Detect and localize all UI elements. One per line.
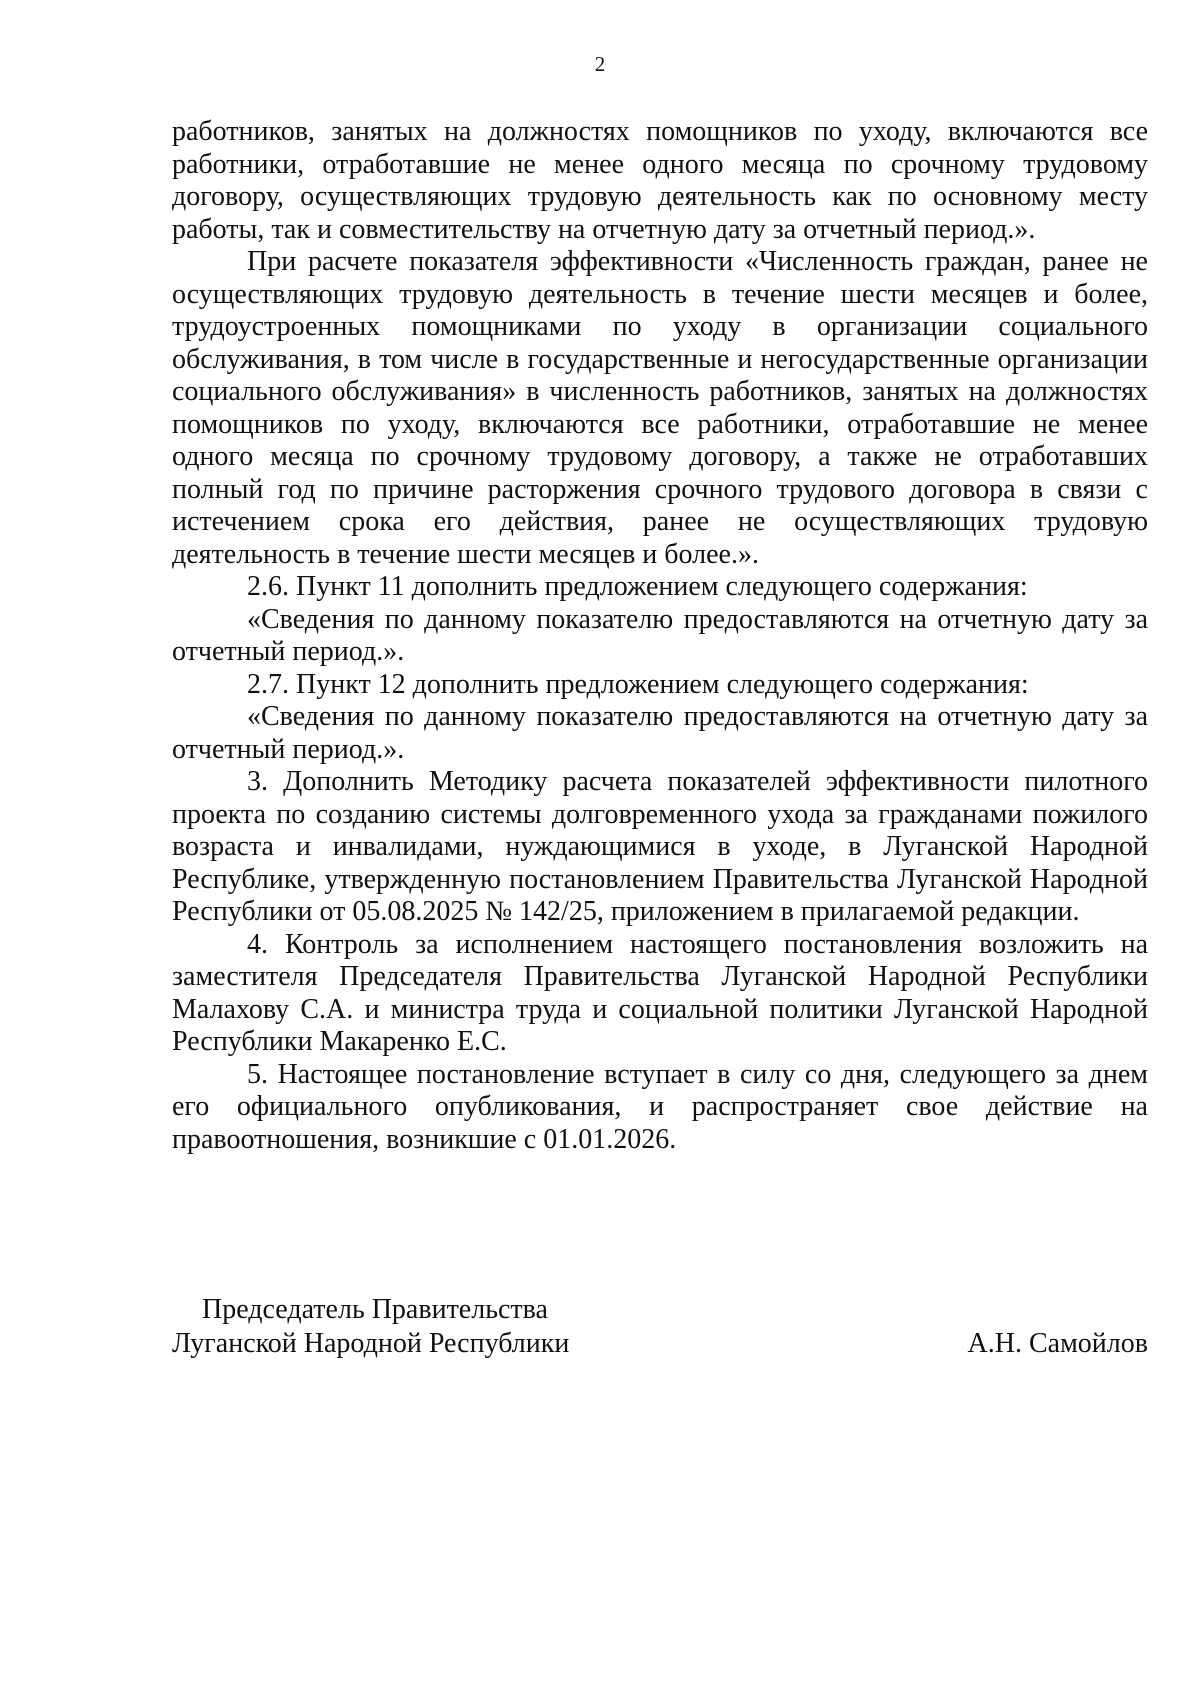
document-body bbox=[172, 116, 1148, 1156]
paragraph-item-5: 5. Настоящее постановление вступает в силу со дня, следующего за днем его официального опубликования, и распространяет свое действие на правоотношения, возникшие с 01.01.2026. bbox=[172, 1058, 1148, 1155]
signature-row bbox=[172, 1327, 1148, 1361]
paragraph-item-3: 3. Дополнить Методику расчета показателей эффективности пилотного проекта по созданию системы долговременного ухода за гражданами пожилого возраста и инвалидами, нуждающимися в уходе, в Луганской Народной Республике, утвержденную постановлением Правительства Луганской Народной Республики от 05.08.2025 № 142/25, приложением в прилагаемой редакции. bbox=[172, 766, 1148, 927]
paragraph-item-4: 4. Контроль за исполнением настоящего постановления возложить на заместителя Председателя Правительства Луганской Народной Республики Малахову С.А. и министра труда и социальной политики Луганской Народной Республики Макаренко Е.С. bbox=[172, 928, 1148, 1057]
paragraph-efficiency-calculation: При расчете показателя эффективности «Численность граждан, ранее не осуществляющих трудовую деятельность в течение шести месяцев и более, трудоустроенных помощниками по уходу в организации социального обслуживания, в том числе в государственные и негосударственные организации социального обслуживания» в численность работников, занятых на должностях помощников по уходу, включаются все работники, отработавшие не менее одного месяца по срочному трудовому договору, а также не отработавших полный год по причине расторжения срочного трудового договора в связи с истечением срока его действия, ранее не осуществляющих трудовую деятельность в течение шести месяцев и более.». bbox=[172, 246, 1148, 570]
paragraph-item-2-6-quote: «Сведения по данному показателю предоставляются на отчетную дату за отчетный период.». bbox=[172, 603, 1148, 667]
signature-block bbox=[172, 1293, 1148, 1361]
paragraph-item-2-6: 2.6. Пункт 11 дополнить предложением следующего содержания: bbox=[247, 571, 1028, 602]
signatory-title-line2: Луганской Народной Республики bbox=[172, 1328, 570, 1359]
paragraph-item-2-7-quote: «Сведения по данному показателю предоставляются на отчетную дату за отчетный период.». bbox=[172, 701, 1148, 765]
paragraph-item-2-7: 2.7. Пункт 12 дополнить предложением следующего содержания: bbox=[247, 668, 1029, 700]
page-number: 2 bbox=[594, 52, 606, 76]
paragraph-continuation: работников, занятых на должностях помощников по уходу, включаются все работники, отработавшие не менее одного месяца по срочному трудовому договору, осуществляющих трудовую деятельность как по основному месту работы, так и совместительству на отчетную дату за отчетный период.». bbox=[172, 116, 1148, 245]
signatory-title-line1: Председатель Правительства bbox=[202, 1294, 548, 1325]
signatory-name: А.Н. Самойлов bbox=[967, 1328, 1148, 1359]
